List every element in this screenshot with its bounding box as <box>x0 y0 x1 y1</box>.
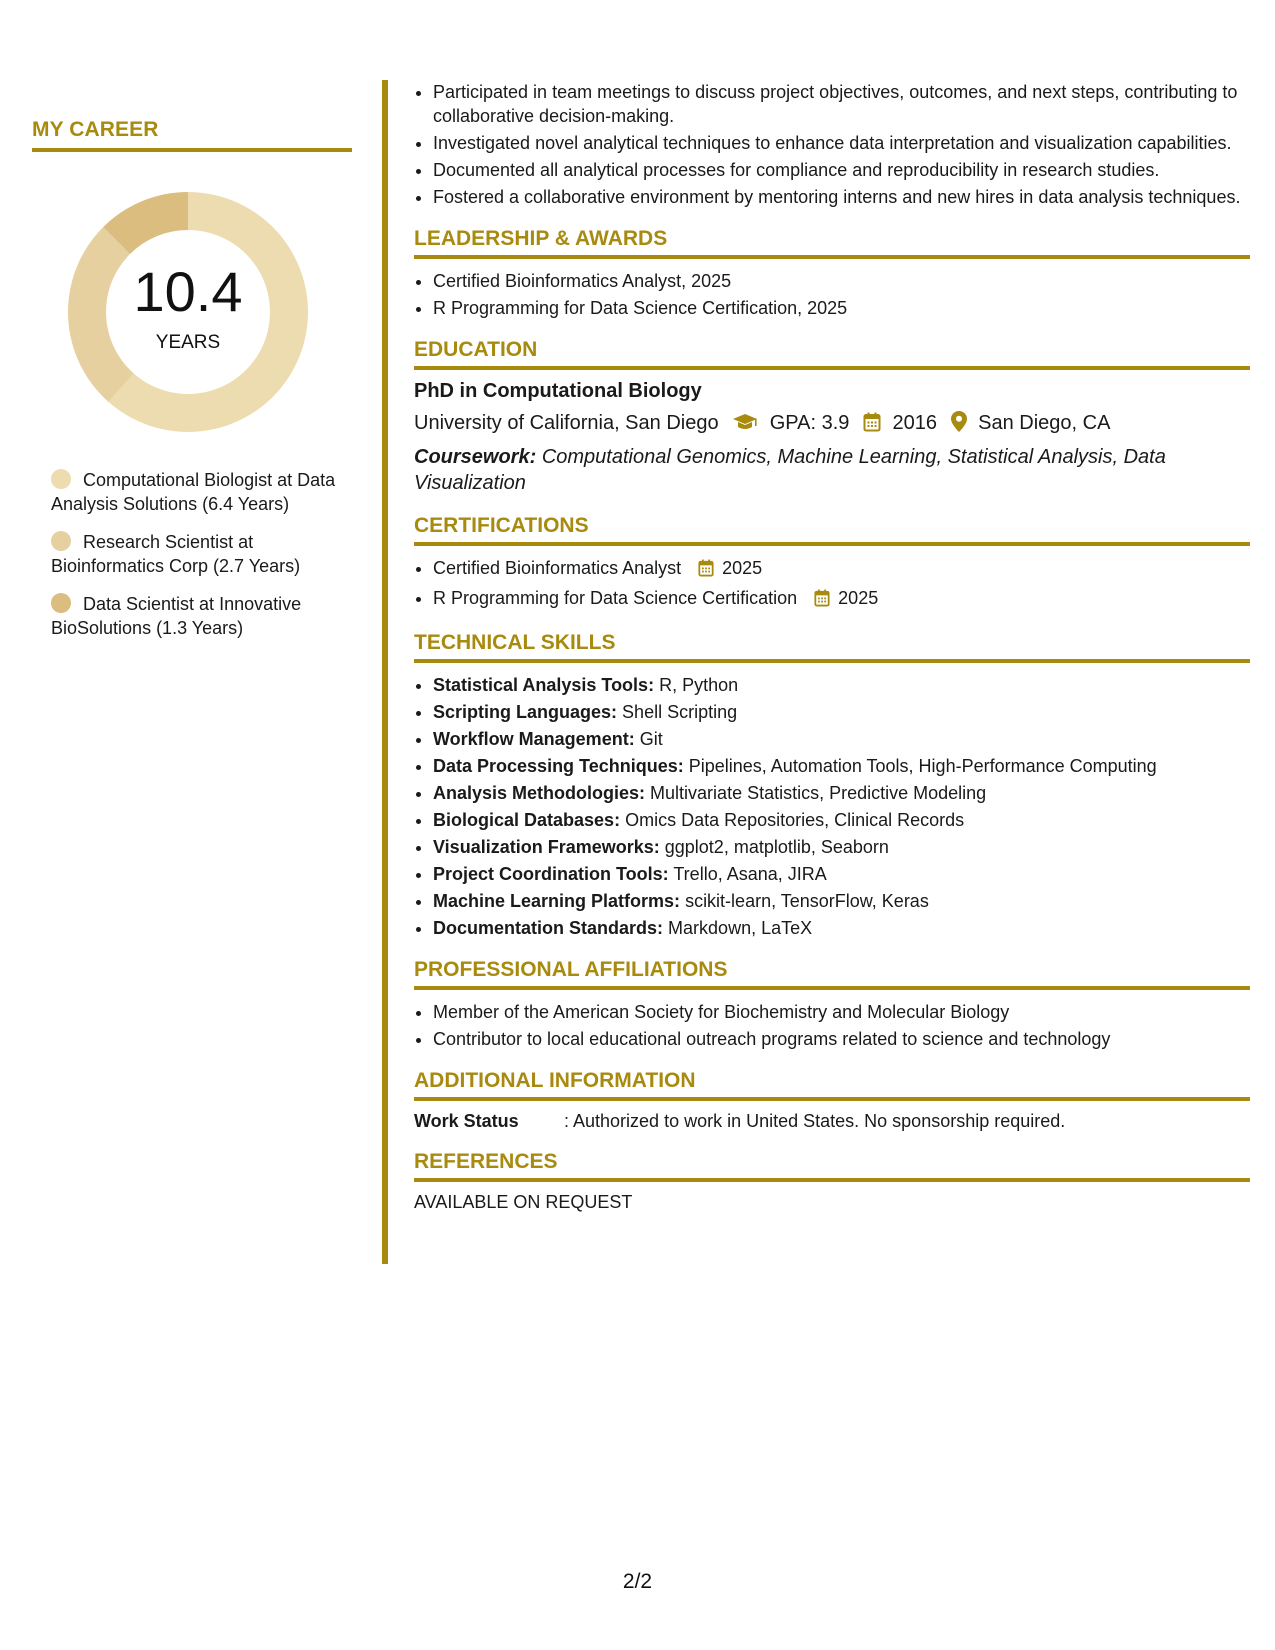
education-title: EDUCATION <box>414 338 1250 370</box>
skill-item <box>433 916 1250 940</box>
skill-label: Project Coordination Tools: <box>433 864 669 884</box>
legend-item <box>51 468 352 516</box>
skills-title: TECHNICAL SKILLS <box>414 631 1250 663</box>
skill-value: scikit-learn, TensorFlow, Keras <box>685 891 929 911</box>
legend-item <box>51 530 352 578</box>
skill-value: R, Python <box>659 675 739 695</box>
legend-label: Data Scientist at Innovative BioSolutions (1.3 Years) <box>51 594 302 638</box>
skill-label: Data Processing Techniques: <box>433 756 684 776</box>
experience-bullet: • Fostered a collaborative environment by mentoring interns and new hires in data analysis techniques. <box>433 185 1250 209</box>
experience-bullet: • Participated in team meetings to discuss project objectives, outcomes, and next steps, contributing to collaborative decision-making. <box>433 80 1250 128</box>
references-title: REFERENCES <box>414 1150 1250 1182</box>
skill-item <box>433 808 1250 832</box>
right-column <box>414 80 1250 1213</box>
skill-item <box>433 889 1250 913</box>
skill-label: Scripting Languages: <box>433 702 618 722</box>
certification-item <box>433 556 1250 583</box>
affiliations-title: PROFESSIONAL AFFILIATIONS <box>414 958 1250 990</box>
skill-label: Documentation Standards: <box>433 918 664 938</box>
legend-dot <box>51 531 71 551</box>
leadership-list <box>414 269 1250 320</box>
skill-label: Analysis Methodologies: <box>433 783 646 803</box>
skill-label: Workflow Management: <box>433 729 635 749</box>
work-status-value: : Authorized to work in United States. No sponsorship required. <box>564 1111 1066 1131</box>
certification-name: Certified Bioinformatics Analyst <box>433 558 682 578</box>
education-year: 2016 <box>892 412 938 434</box>
leadership-item: • Certified Bioinformatics Analyst, 2025 <box>433 269 1250 293</box>
experience-bullet: • Documented all analytical processes for compliance and reproducibility in research studies. <box>433 158 1250 182</box>
skill-item <box>433 862 1250 886</box>
skill-item <box>433 673 1250 697</box>
skill-item <box>433 727 1250 751</box>
work-status <box>414 1111 1250 1132</box>
coursework-value: Computational Genomics, Machine Learning, Statistical Analysis, Data Visualization <box>414 446 1166 494</box>
leadership-item: • R Programming for Data Science Certification, 2025 <box>433 296 1250 320</box>
leadership-title: LEADERSHIP & AWARDS <box>414 227 1250 259</box>
left-column <box>32 118 352 654</box>
education-details <box>414 411 1250 438</box>
skill-item <box>433 700 1250 724</box>
affiliation-item: • Member of the American Society for Biochemistry and Molecular Biology <box>433 1000 1250 1024</box>
certifications-list <box>414 556 1250 613</box>
skill-label: Machine Learning Platforms: <box>433 891 681 911</box>
page-number: 2/2 <box>622 1570 653 1593</box>
affiliations-list <box>414 1000 1250 1051</box>
skill-label: Visualization Frameworks: <box>433 837 660 857</box>
affiliation-item: • Contributor to local educational outreach programs related to science and technology <box>433 1027 1250 1051</box>
skill-value: Pipelines, Automation Tools, High-Performance Computing <box>688 756 1157 776</box>
skill-value: Multivariate Statistics, Predictive Modeling <box>650 783 987 803</box>
education-coursework <box>414 444 1250 496</box>
column-divider <box>382 80 388 1264</box>
coursework-label: Coursework: <box>414 446 537 468</box>
skill-item <box>433 835 1250 859</box>
certification-name: R Programming for Data Science Certification <box>433 588 798 608</box>
skill-value: Omics Data Repositories, Clinical Records <box>625 810 965 830</box>
experience-bullet: • Investigated novel analytical techniques to enhance data interpretation and visualization capabilities. <box>433 131 1250 155</box>
legend-label: Research Scientist at Bioinformatics Corp (2.7 Years) <box>51 532 301 576</box>
skill-value: Markdown, LaTeX <box>668 918 813 938</box>
legend-label: Computational Biologist at Data Analysis Solutions (6.4 Years) <box>51 470 336 514</box>
skill-value: Shell Scripting <box>622 702 738 722</box>
education-school: University of California, San Diego <box>414 412 719 434</box>
calendar-icon <box>814 589 830 613</box>
skill-value: ggplot2, matplotlib, Seaborn <box>664 837 889 857</box>
skills-list <box>414 673 1250 940</box>
education-location: San Diego, CA <box>978 412 1111 434</box>
certification-item <box>433 586 1250 613</box>
references-text: AVAILABLE ON REQUEST <box>414 1192 633 1212</box>
skill-value: Git <box>639 729 663 749</box>
certification-year: 2025 <box>838 588 879 608</box>
career-legend <box>32 468 352 640</box>
legend-dot <box>51 593 71 613</box>
work-status-label: Work Status <box>414 1111 519 1131</box>
career-years-unit: YEARS <box>155 332 221 353</box>
skill-item <box>433 754 1250 778</box>
calendar-icon <box>698 559 714 583</box>
graduation-cap-icon <box>732 412 758 438</box>
legend-dot <box>51 469 71 489</box>
career-total-years: 10.4 <box>133 260 243 323</box>
education-gpa: GPA: 3.9 <box>769 412 850 434</box>
skill-item <box>433 781 1250 805</box>
skill-value: Trello, Asana, JIRA <box>673 864 827 884</box>
calendar-icon <box>863 412 881 438</box>
education-degree: PhD in Computational Biology <box>414 380 702 402</box>
legend-item <box>51 592 352 640</box>
skill-label: Biological Databases: <box>433 810 621 830</box>
map-pin-icon <box>951 411 967 438</box>
certifications-title: CERTIFICATIONS <box>414 514 1250 546</box>
additional-info-title: ADDITIONAL INFORMATION <box>414 1069 1250 1101</box>
experience-bullets <box>414 80 1250 209</box>
career-title: MY CAREER <box>32 118 352 152</box>
career-donut-chart <box>68 192 308 432</box>
certification-year: 2025 <box>722 558 763 578</box>
skill-label: Statistical Analysis Tools: <box>433 675 655 695</box>
